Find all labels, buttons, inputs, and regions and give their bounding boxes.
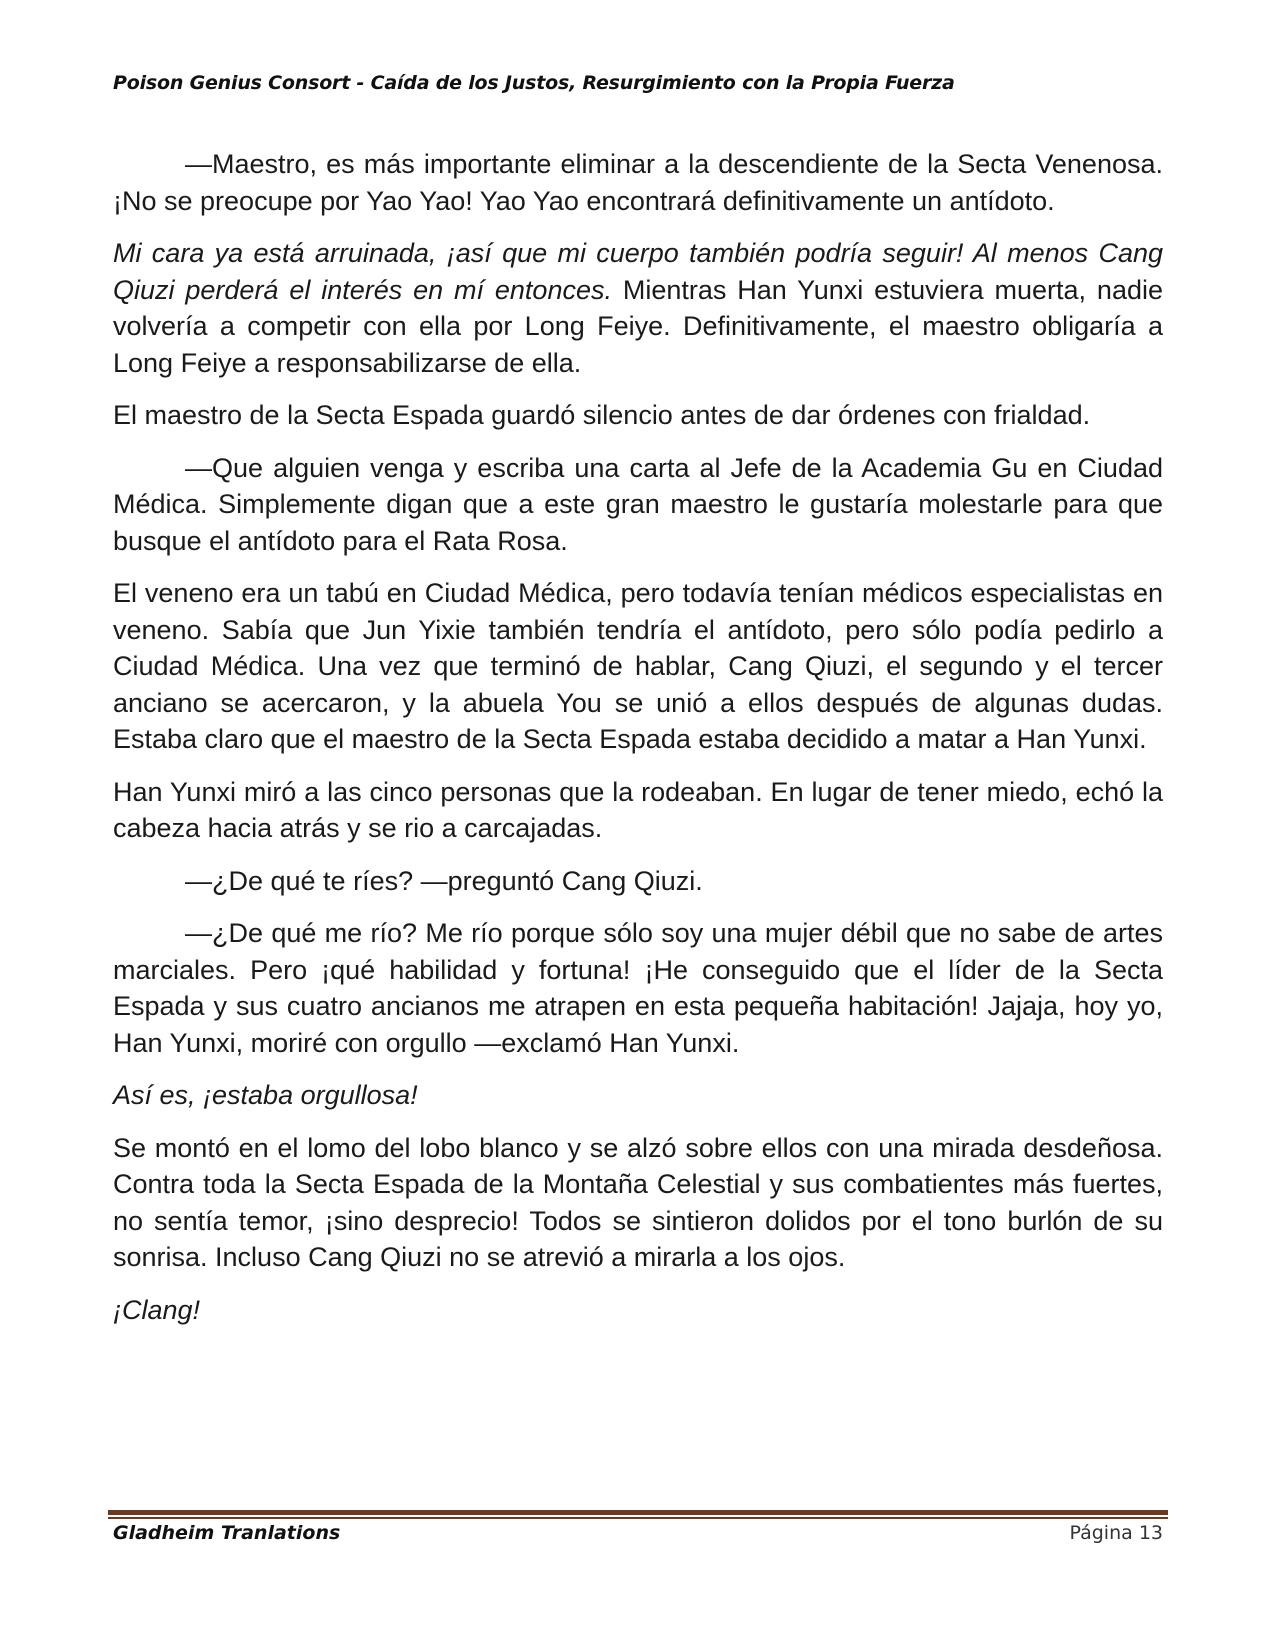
paragraph-text: —¿De qué te ríes? —preguntó Cang Qiuzi. <box>185 865 703 896</box>
paragraph <box>113 235 1163 381</box>
paragraph-text: —Que alguien venga y escriba una carta al Jefe de la Academia Gu en Ciudad Médica. Simplemente digan que a este gran maestro le gustaría molestarle para que busque el antídoto para el Rata Rosa. <box>113 452 1163 556</box>
paragraph-text: —¿De qué me río? Me río porque sólo soy una mujer débil que no sabe de artes marciales. Pero ¡qué habilidad y fortuna! ¡He conseguido que el líder de la Secta Espada y sus cuatro ancianos me atrapen en esta pequeña habitación! Jajaja, hoy yo, Han Yunxi, moriré con orgullo —exclamó Han Yunxi. <box>113 918 1163 1058</box>
paragraph-text: —Maestro, es más importante eliminar a la descendiente de la Secta Venenosa. ¡No se preocupe por Yao Yao! Yao Yao encontrará definitivamente un antídoto. <box>113 149 1163 216</box>
paragraph <box>113 1130 1163 1276</box>
footer-divider-thin <box>108 1517 1168 1519</box>
paragraph <box>113 146 1163 219</box>
page-label: Página <box>1069 1522 1133 1544</box>
paragraph-italic-text: Mi cara ya está arruinada, ¡así que mi cuerpo también podría seguir! Al menos Cang Qiuzi perderá el interés en mí entonces. <box>113 238 1163 305</box>
paragraph-text: El veneno era un tabú en Ciudad Médica, pero todavía tenían médicos especialistas en veneno. Sabía que Jun Yixie también tendría el antídoto, pero sólo podía pedirlo a Ciudad Médica. Una vez que terminó de hablar, Cang Qiuzi, el segundo y el tercer anciano se acercaron, y la abuela You se unió a ellos después de algunas dudas. Estaba claro que el maestro de la Secta Espada estaba decidido a matar a Han Yunxi. <box>113 578 1163 754</box>
paragraph-italic-text: Así es, ¡estaba orgullosa! <box>113 1080 418 1110</box>
page-number-footer <box>1069 1522 1163 1544</box>
paragraph <box>113 1077 1163 1114</box>
footer-credit: Gladheim Tranlations <box>113 1522 341 1544</box>
paragraph-text: Mientras Han Yunxi estuviera muerta, nadie volvería a competir con ella por Long Feiye. Definitivamente, el maestro obligaría a Long Feiye a responsabilizarse de ella. <box>113 274 1163 378</box>
paragraph <box>113 575 1163 758</box>
paragraph-text: El maestro de la Secta Espada guardó silencio antes de dar órdenes con frialdad. <box>113 400 1091 430</box>
paragraph <box>113 915 1163 1061</box>
paragraph <box>113 397 1163 434</box>
paragraph <box>113 1292 1163 1329</box>
paragraph <box>113 774 1163 847</box>
paragraph <box>113 450 1163 560</box>
page-number: 13 <box>1138 1522 1163 1544</box>
footer-divider-thick <box>108 1510 1168 1515</box>
paragraph-text: Se montó en el lomo del lobo blanco y se alzó sobre ellos con una mirada desdeñosa. Contra toda la Secta Espada de la Montaña Celestial y sus combatientes más fuertes, no sentía temor, ¡sino desprecio! Todos se sintieron dolidos por el tono burlón de su sonrisa. Incluso Cang Qiuzi no se atrevió a mirarla a los ojos. <box>113 1132 1163 1272</box>
paragraph <box>113 863 1163 900</box>
footer-divider <box>108 1510 1168 1519</box>
paragraph-text: Han Yunxi miró a las cinco personas que la rodeaban. En lugar de tener miedo, echó la cabeza hacia atrás y se rio a carcajadas. <box>113 776 1163 843</box>
page-header: Poison Genius Consort - Caída de los Justos, Resurgimiento con la Propia Fuerza <box>113 72 955 94</box>
paragraph-italic-text: ¡Clang! <box>113 1294 201 1325</box>
page-body <box>113 146 1163 1344</box>
